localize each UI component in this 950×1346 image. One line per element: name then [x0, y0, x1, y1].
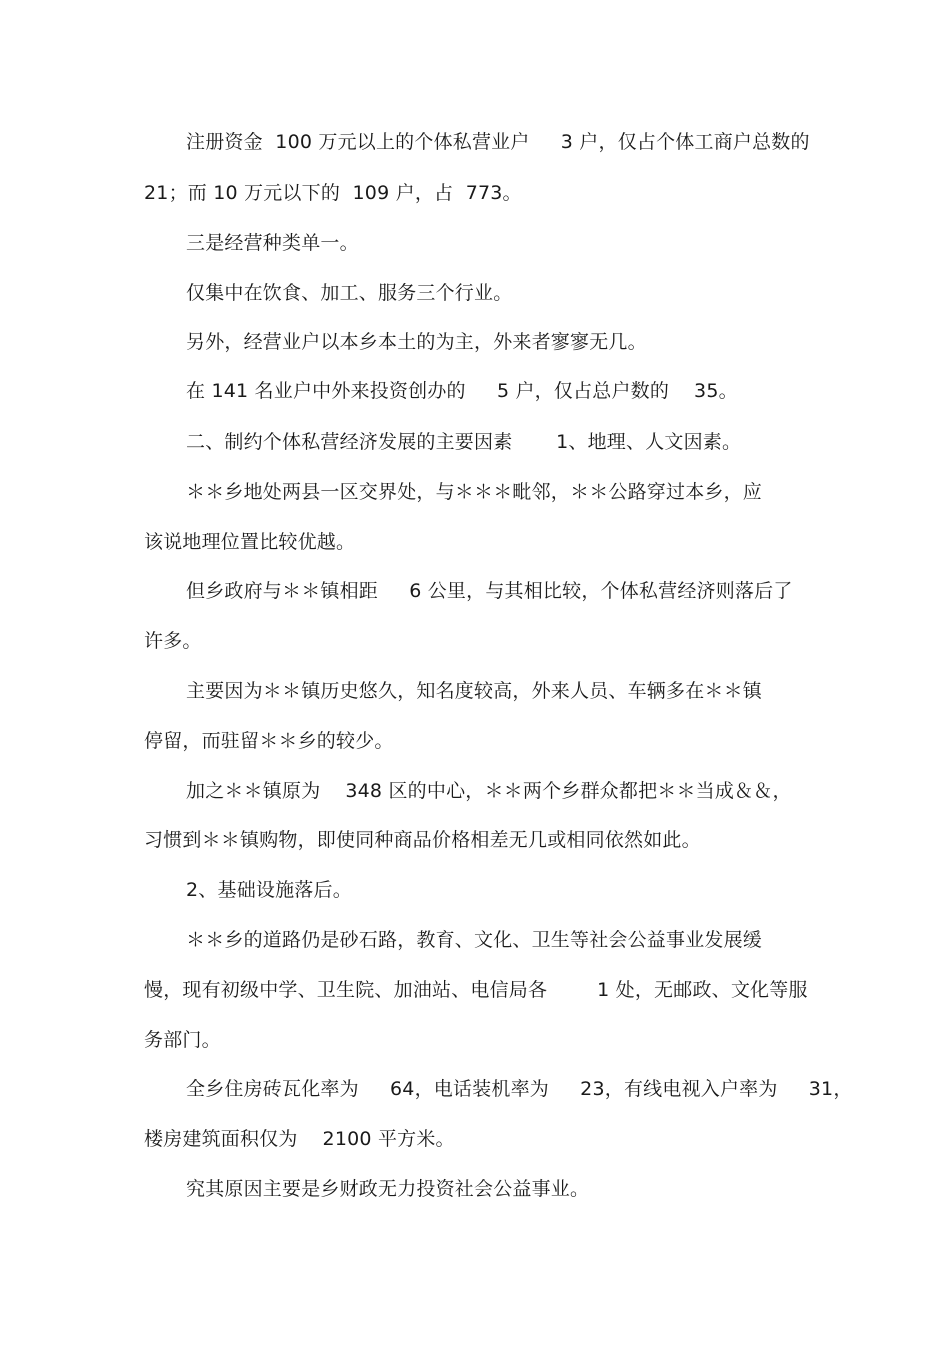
- paragraph-line: 慢，现有初级中学、卫生院、加油站、电信局各 1 处，无邮政、文化等服: [144, 979, 808, 1001]
- paragraph-line: 在 141 名业户中外来投资创办的 5 户，仅占总户数的 35。: [186, 380, 738, 402]
- paragraph-line: 加之＊＊镇原为 348 区的中心，＊＊两个乡群众都把＊＊当成＆＆，: [186, 780, 792, 802]
- paragraph-line: 三是经营种类单一。: [186, 232, 359, 254]
- paragraph-line: 务部门。: [144, 1029, 221, 1051]
- paragraph-line: 注册资金 100 万元以上的个体私营业户 3 户，仅占个体工商户总数的: [186, 131, 810, 153]
- paragraph-line: 二、制约个体私营经济发展的主要因素 1、地理、人文因素。: [186, 431, 742, 453]
- paragraph-line: 究其原因主要是乡财政无力投资社会公益事业。: [186, 1178, 590, 1200]
- paragraph-line: 停留，而驻留＊＊乡的较少。: [144, 730, 394, 752]
- paragraph-line: 习惯到＊＊镇购物，即使同种商品价格相差无几或相同依然如此。: [144, 829, 701, 851]
- paragraph-line: 另外，经营业户以本乡本土的为主，外来者寥寥无几。: [186, 331, 647, 353]
- paragraph-line: 该说地理位置比较优越。: [144, 531, 356, 553]
- paragraph-line: 主要因为＊＊镇历史悠久，知名度较高，外来人员、车辆多在＊＊镇: [186, 680, 763, 702]
- paragraph-line: 全乡住房砖瓦化率为 64，电话装机率为 23，有线电视入户率为 31，: [186, 1078, 853, 1100]
- paragraph-line: ＊＊乡地处两县一区交界处，与＊＊＊毗邻，＊＊公路穿过本乡，应: [186, 481, 763, 503]
- paragraph-line: 许多。: [144, 630, 202, 652]
- paragraph-line: 楼房建筑面积仅为 2100 平方米。: [144, 1128, 455, 1150]
- paragraph-line: 2、基础设施落后。: [186, 879, 352, 901]
- paragraph-line: ＊＊乡的道路仍是砂石路，教育、文化、卫生等社会公益事业发展缓: [186, 929, 763, 951]
- paragraph-line: 但乡政府与＊＊镇相距 6 公里，与其相比较，个体私营经济则落后了: [186, 580, 793, 602]
- paragraph-line: 仅集中在饮食、加工、服务三个行业。: [186, 282, 513, 304]
- paragraph-line: 21；而 10 万元以下的 109 户，占 773。: [144, 182, 522, 204]
